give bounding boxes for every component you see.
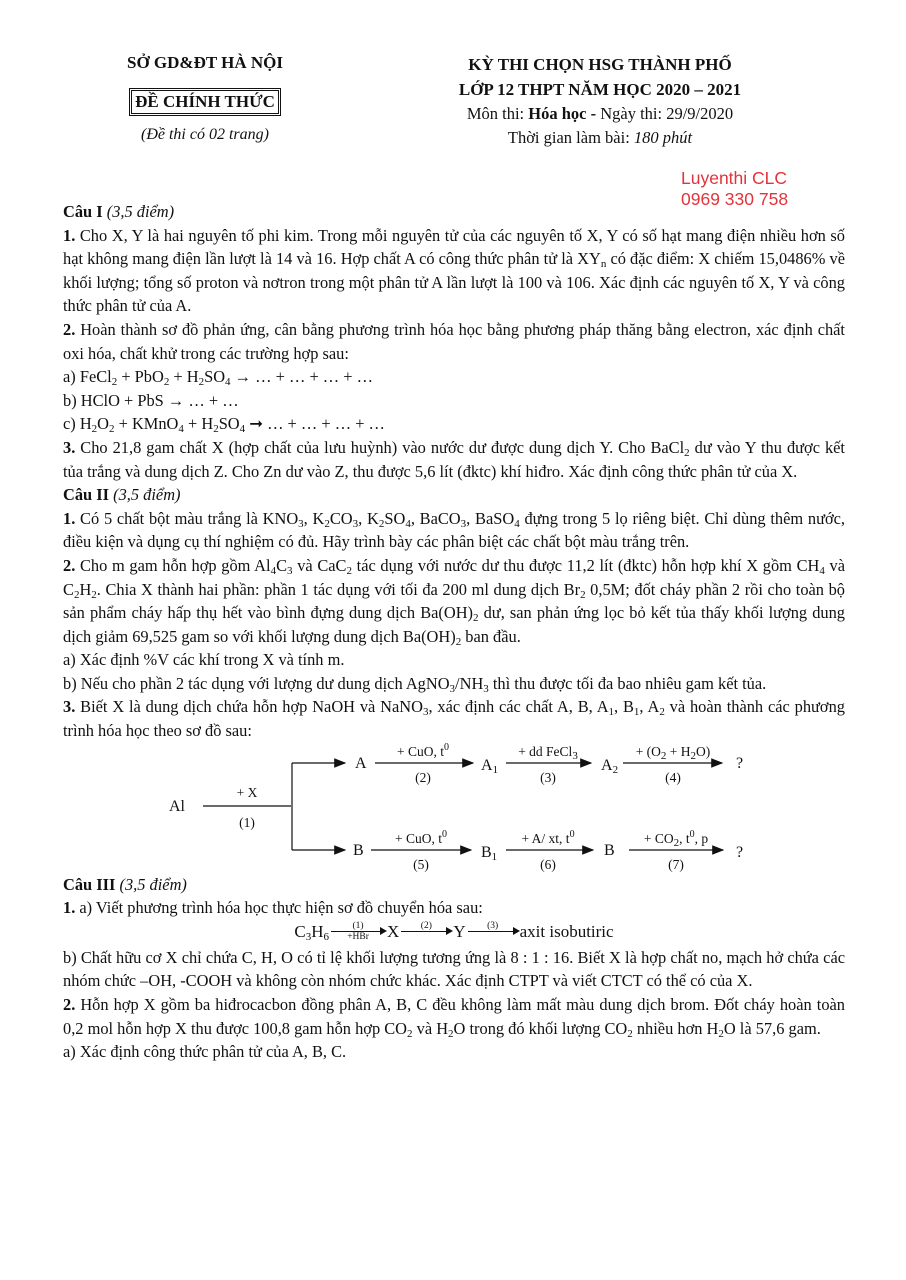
subscript: 2 — [198, 376, 205, 389]
node-B: B — [353, 841, 364, 859]
scheme-arrow-1: (1) +HBr — [331, 921, 385, 942]
text-run: /NH — [455, 673, 484, 693]
department-name: SỞ GD&ĐT HÀ NỘI — [126, 53, 283, 72]
text-run: O trong đó khối lượng CO — [453, 1018, 628, 1038]
question-1-1: 1. Cho X, Y là hai nguyên tố phi kim. Trong mỗi nguyên tử của các nguyên tố X, Y có số hạt mang điện nhiều hơn số hạt không mang điện lần lượt là 14 và 16. Hợp chất A có công thức phân tử là $XY_n$ có đặc điểm: X chiếm 15,0486% về khối lượng; tổng số proton và nơtron trong một phân tử A lần lượt là 100 và 106. Xác định các nguyên tố X, Y và công thức phân tử của A. — [63, 225, 845, 316]
question-3-2a: a) Xác định công thức phân tử của A, B, C. — [63, 1042, 347, 1062]
text-run: , B — [614, 697, 634, 717]
text-run: 0,5M; đốt cháy phần 2 rồi cho toàn bộ sản phẩm cháy hấp thụ hết vào bình đựng dung dịch Ba(OH) — [63, 579, 845, 623]
subscript: 2 — [455, 635, 462, 648]
text-run: Cho m gam hỗn hợp gồm Al — [75, 555, 271, 575]
text-run: O là 57,6 gam. — [723, 1018, 821, 1038]
equation-b: b) HClO + PbS → … + … — [63, 390, 239, 410]
r6-step: (6) — [540, 856, 556, 872]
text-run: SO — [384, 508, 406, 528]
text-run: CO — [329, 508, 353, 528]
subscript: 2 — [627, 1027, 633, 1040]
node-B1: $B_1$ — [481, 843, 498, 863]
subscript: 1 — [608, 706, 615, 719]
header-right — [400, 52, 800, 150]
scheme-arrow-3: (3) — [468, 921, 518, 942]
question-3-2: 2. Hỗn hợp X gồm ba hiđrocacbon đồng phân A, B, C đều không làm mất màu dung dịch brom. Đốt cháy hoàn toàn 0,2 mol hỗn hợp X thu được 100,8 gam hỗn hợp $CO_2$ và $H_2O$ trong đó khối lượng $CO_2$ nhiều hơn $H_2O$ là 57,6 gam. — [63, 995, 845, 1040]
text-run: Có 5 chất bột màu trắng là KNO — [75, 508, 299, 528]
time-line: Thời gian làm bài: 180 phút — [507, 128, 693, 147]
subscript: 2 — [659, 706, 665, 719]
text-run: . Chia X thành hai phần: phần 1 tác dụng với tối đa 200 ml dung dịch Br — [96, 579, 581, 599]
text-run: đựng trong 5 lọ riêng biệt. Chỉ dùng thêm nước, điều kiện và dụng cụ thí nghiệm có đủ. Hãy trình bày các phân biệt các chất bột màu trắng trên. — [63, 508, 845, 552]
subscript: 2 — [346, 564, 352, 577]
question-2-2b — [63, 672, 845, 696]
question-1-3: 3. Cho 21,8 gam chất X (hợp chất của lưu huỳnh) vào nước dư được dung dịch Y. Cho BaCl$_2$ dư vào Y thu được kết tủa trắng và dung dịch Z. Cho Zn dư vào Z, thu được 5,6 lít (đktc) khí hiđro. Xác định công thức phân tử của X. — [63, 437, 845, 481]
text-run: và CaC — [292, 555, 347, 575]
subscript: 4 — [514, 517, 520, 530]
text-run: tác dụng với nước dư thu được 11,2 lít (đktc) hỗn hợp khí X gồm CH — [351, 555, 820, 575]
subscript: 2 — [163, 376, 170, 389]
subscript: 2 — [378, 517, 385, 530]
watermark-name: Luyenthi CLC — [681, 168, 788, 188]
start-al: Al — [169, 797, 185, 815]
scheme-end: axit isobutiric — [519, 921, 614, 941]
r2-step: (2) — [415, 769, 431, 785]
exam-body — [63, 200, 845, 1064]
text-run: c) H — [63, 414, 92, 434]
text-run: → … + … + … + … — [230, 367, 374, 387]
question-2-1: 1. Có 5 chất bột màu trắng là $KNO_3$, $K_2CO_3$, $K_2SO_4$, BaCO$_3$, BaSO$_4$ đựng trong 5 lọ riêng biệt. Chỉ dùng thêm nước, điều kiện và dụng cụ thí nghiệm có đủ. Hãy trình bày các phân biệt các chất bột màu trắng trên. — [63, 508, 845, 552]
r6-reagent: + A/ xt, $t^0$ — [521, 828, 575, 846]
question-1-2: 2. Hoàn thành sơ đồ phản ứng, cân bằng phương trình hóa học bằng phương pháp thăng bằng electron, xác định chất oxi hóa, chất khử trong các trường hợp sau: — [63, 319, 845, 363]
text-run: và H — [412, 1018, 449, 1038]
r3-reagent: + dd FeCl$_3$ — [518, 743, 578, 762]
text-run: thì thu được tối đa bao nhiêu gam kết tủa. — [488, 673, 767, 693]
end-question-2: ? — [736, 843, 744, 861]
subscript: 2 — [73, 588, 80, 601]
r4-reagent: + $(O_2 + H_2O)$ — [635, 743, 711, 762]
r7-reagent: + $CO_2$, $t^0$, p — [643, 828, 709, 849]
subject-name: Hóa học - — [528, 104, 597, 123]
text-run: , K — [303, 508, 325, 528]
reaction-diagram — [63, 743, 845, 873]
section-heading-3: Câu III (3,5 điểm) — [63, 874, 187, 894]
subscript: 4 — [270, 564, 277, 577]
text-run: , K — [358, 508, 379, 528]
text-run: + KMnO — [114, 414, 179, 434]
r1-step: (1) — [239, 814, 255, 830]
text-run: C — [276, 555, 288, 575]
r5-step: (5) — [413, 856, 429, 872]
r3-step: (3) — [540, 769, 556, 785]
subscript: 3 — [449, 682, 456, 695]
subscript: 2 — [213, 423, 219, 436]
time-limit: 180 phút — [633, 128, 693, 147]
text-run: và C — [63, 555, 845, 599]
subscript: 2 — [407, 1027, 413, 1040]
subscript: 4 — [239, 423, 246, 436]
node-A: A — [355, 754, 367, 772]
text-run: SO — [218, 414, 240, 434]
text-run: và hoàn thành các phương trình hóa học theo sơ đồ sau: — [63, 697, 845, 741]
node-B-end: B — [604, 841, 615, 859]
r5-reagent: + CuO, $t^0$ — [395, 828, 447, 846]
equation-c — [63, 412, 845, 436]
official-exam-stamp: ĐỀ CHÍNH THỨC — [129, 88, 281, 116]
subscript: 3 — [352, 517, 359, 530]
header-left — [100, 52, 310, 144]
question-2-2: 2. Cho m gam hỗn hợp gồm $Al_4C_3$ và CaC$_2$ tác dụng với nước dư thu được 11,2 lít (đktc) hỗn hợp khí X gồm $CH_4$ và $C_2H_2$. Chia X thành hai phần: phần 1 tác dụng với tối đa 200 ml dung dịch $Br_2$ 0,5M; đốt cháy phần 2 rồi cho toàn bộ sản phẩm cháy hấp thụ hết vào bình đựng dung dịch $Ba(OH)_2$ dư, san phản ứng lọc bỏ kết tủa thấy khối lượng dung dịch giảm 69,525 gam so với khối lượng dung dịch $Ba(OH)_2$ ban đầu. — [63, 555, 845, 648]
section-heading-2: Câu II (3,5 điểm) — [63, 485, 181, 505]
r2-reagent: + CuO, $t^0$ — [397, 741, 449, 759]
question-2-3: 3. Biết X là dung dịch chứa hỗn hợp NaOH và NaNO$_3$, xác định các chất A, B, $A_1$, $B_1$, $A_2$ và hoàn thành các phương trình hóa học theo sơ đồ sau: — [63, 697, 845, 741]
subscript: 4 — [225, 376, 231, 389]
text-run: Hỗn hợp X gồm ba hiđrocacbon đồng phân A, B, C đều không làm mất màu dung dịch brom. Đốt cháy hoàn toàn 0,2 mol hỗn hợp X thu được 100,8 gam hỗn hợp CO — [63, 995, 845, 1038]
text-run: a) FeCl — [63, 367, 112, 387]
section-heading-1: Câu I (3,5 điểm) — [63, 202, 175, 221]
text-run: , BaSO — [466, 508, 515, 528]
scheme-Y: Y — [453, 921, 466, 941]
subscript: 2 — [91, 588, 97, 601]
node-A1: $A_1$ — [481, 756, 499, 776]
scheme-arrow-2: (2) — [401, 921, 451, 942]
exam-year: LỚP 12 THPT NĂM HỌC 2020 – 2021 — [458, 80, 742, 99]
subscript: 3 — [298, 517, 304, 530]
subscript: 3 — [483, 682, 489, 695]
subscript: 4 — [178, 423, 184, 436]
exam-title: KỲ THI CHỌN HSG THÀNH PHỐ — [468, 55, 732, 74]
question-3-1b: b) Chất hữu cơ X chỉ chứa C, H, O có tỉ lệ khối lượng tương ứng là 8 : 1 : 16. Biết X là hợp chất no, mạch hở chứa các nhóm chức –OH, -COOH và không còn nhóm chức khác. Xác định CTPT và viết CTCT có thể có của X. — [63, 947, 845, 991]
text-run: , A — [639, 697, 660, 717]
r7-step: (7) — [668, 856, 684, 872]
subscript: 1 — [633, 706, 640, 719]
scheme-X: X — [387, 921, 400, 941]
subscript: 2 — [580, 588, 586, 601]
subscript: 4 — [405, 517, 411, 530]
subscript: 2 — [109, 423, 115, 436]
subscript: 4 — [819, 564, 825, 577]
question-3-1a: 1. a) Viết phương trình hóa học thực hiện sơ đồ chuyển hóa sau: — [63, 898, 483, 918]
subscript: 3 — [422, 706, 429, 719]
subscript: 3 — [287, 564, 293, 577]
question-2-2a: a) Xác định %V các khí trong X và tính m. — [63, 650, 345, 670]
text-run: dư, san phản ứng lọc bỏ kết tủa thấy khối lượng dung dịch giảm 69,525 gam so với khối lượng dung dịch Ba(OH) — [63, 603, 845, 646]
text-run: O — [97, 414, 110, 434]
equation-a — [63, 365, 845, 389]
text-run: Biết X là dung dịch chứa hỗn hợp NaOH và NaNO — [75, 697, 423, 717]
text-run: SO — [204, 367, 226, 387]
subscript: 2 — [324, 517, 330, 530]
text-run: + H — [169, 367, 199, 387]
subscript: 2 — [91, 423, 98, 436]
text-run: nhiều hơn H — [632, 1018, 719, 1038]
text-run: , xác định các chất A, B, A — [428, 697, 609, 717]
subscript: 2 — [718, 1027, 724, 1040]
scheme-start: $C_3H_6$ — [294, 921, 330, 943]
watermark-phone: 0969 330 758 — [681, 189, 789, 209]
end-question-1: ? — [736, 754, 744, 772]
text-run: H — [79, 579, 92, 599]
text-run: + H — [183, 414, 214, 434]
r1-reagent: + X — [236, 784, 258, 800]
subscript: 2 — [448, 1027, 454, 1040]
text-run: ➞ … + … + … + … — [245, 414, 385, 434]
subscript: 2 — [111, 376, 118, 389]
subscript: 2 — [473, 612, 479, 625]
text-run: ban đầu. — [461, 626, 521, 646]
conversion-scheme — [63, 920, 845, 946]
node-A2: $A_2$ — [601, 756, 619, 776]
page-count-note: (Đề thi có 02 trang) — [141, 126, 269, 143]
subscript: 3 — [460, 517, 467, 530]
text-run: + PbO — [117, 367, 164, 387]
subject-line: Môn thi: Hóa học - Ngày thi: 29/9/2020 — [466, 104, 734, 123]
text-run: b) Nếu cho phần 2 tác dụng với lượng dư dung dịch AgNO — [63, 673, 450, 693]
exam-date: Ngày thi: 29/9/2020 — [596, 104, 734, 123]
text-run: , BaCO — [410, 508, 461, 528]
r4-step: (4) — [665, 769, 681, 785]
